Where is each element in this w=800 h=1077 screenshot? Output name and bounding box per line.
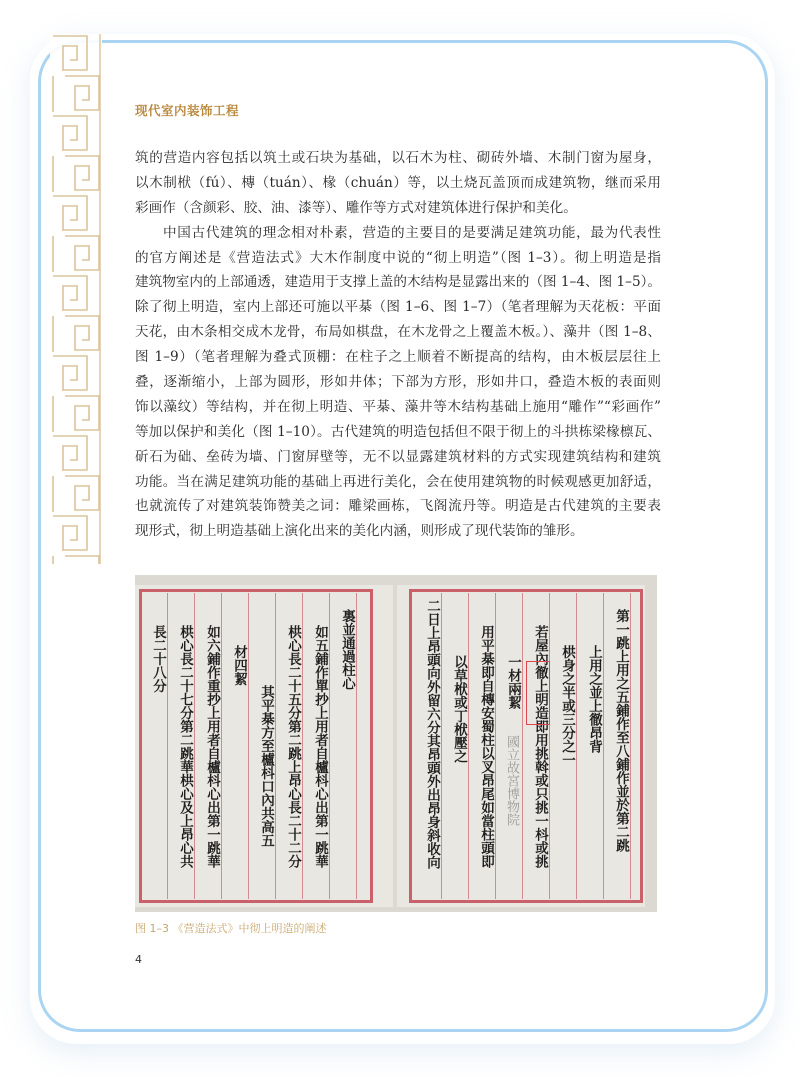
scan-text-column: 以草栿或丁栿壓之 [451,655,467,763]
column-rule [248,593,249,899]
scan-text-column: 裏並通過柱心 [339,609,355,690]
column-rule [495,593,496,899]
text-line: 等加以保护和美化（图 1–10）。古代建筑的明造包括但不限于彻上的斗拱栋梁椽檩瓦、 [135,423,661,440]
scan-text-column: 上用之並上徹昂背 [586,645,602,753]
scan-text-column: 栱心長二十七分第二跳華栱心及上昂心共 [177,625,193,868]
text-line: 中国古代建筑的理念相对朴素，营造的主要目的是要满足建筑功能，最为代表性 [163,224,661,241]
highlight-box [526,661,550,725]
column-rule [576,593,577,899]
page-frame [409,589,643,903]
scan-text-column: 如五鋪作單抄上用者自櫨枓心出第一跳華 [312,625,328,868]
text-line: 也就流传了对建筑装饰赞美之词：雕梁画栋，飞阁流丹等。明造是古代建筑的主要表 [135,498,661,515]
running-head: 现代室内装饰工程 [135,103,240,118]
scan-text-column: 材四絜 [231,645,247,686]
scan-text-column: 二日上昂頭向外留六分其昂頭外出昂身斜收向 [424,599,440,869]
text-line: 功能。当在满足建筑功能的基础上再进行美化，会在使用建筑物的时候观感更加舒适， [135,473,661,490]
column-rule [167,593,168,899]
watermark: 國立故宮博物院 [504,735,519,826]
text-line: 建筑物室内的上部通透，建造用于支撑上盖的木结构是显露出来的（图 1–4、图 1–5）。 [135,274,661,291]
scan-text-column: 長二十八分 [150,625,166,693]
meander-border-decoration [50,34,102,564]
column-rule [549,593,550,899]
scan-right-page [397,585,645,907]
text-line: 除了彻上明造，室内上部还可施以平棊（图 1–6、图 1–7）（笔者理解为天花板：平面 [135,299,661,316]
scan-text-column: 栱身之半或三分之一 [559,645,575,767]
column-rule [522,593,523,899]
scan-text-column: 第一跳上用之五鋪作至八鋪作並於第二跳 [613,609,629,852]
body-text [135,146,661,544]
text-line: 的官方阐述是《营造法式》大木作制度中说的“彻上明造”（图 1–3）。彻上明造是指 [135,249,661,266]
column-rule [275,593,276,899]
scan-text-column: 栱心長二十五分第二跳上昂心長二十二分 [285,625,301,868]
text-line: 现形式，彻上明造基础上演化出来的美化内涵，则形成了现代装饰的雏形。 [135,523,584,540]
column-rule [356,593,357,899]
scan-text-column: 其平棊方至櫨枓口內共高五 [258,685,274,847]
column-rule [302,593,303,899]
scan-left-page [135,585,393,907]
column-rule [441,593,442,899]
column-rule [603,593,604,899]
text-line: 斫石为础、垒砖为墙、门窗屏壁等，无不以显露建筑材料的方式实现建筑结构和建筑 [135,448,661,465]
scan-text-column: 一材兩絜 [505,655,521,709]
figure-yingzao-fashi-scan [135,575,657,912]
text-line: 筑的营造内容包括以筑土或石块为基础，以石木为柱、砌砖外墙、木制门窗为屋身， [135,150,661,166]
column-rule [630,593,631,899]
page-number: 4 [135,953,142,966]
column-rule [468,593,469,899]
text-line: 饰以藻纹）等结构，并在彻上明造、平棊、藻井等木结构基础上施用“雕作”“彩画作” [135,398,661,415]
column-rule [221,593,222,899]
figure-caption: 图 1–3 《营造法式》中彻上明造的阐述 [135,922,327,935]
scan-text-column: 若屋內徹上明造即用挑斡或只挑一枓或挑 [532,625,548,868]
scan-text-column: 如六鋪作重抄上用者自櫨枓心出第一跳華 [204,625,220,868]
text-line: 天花，由木条相交成木龙骨，布局如棋盘，在木龙骨之上覆盖木板。）、藻井（图 1–8、 [135,324,661,341]
page-frame [139,589,373,903]
column-rule [194,593,195,899]
text-line: 以木制栿（fú）、槫（tuán）、椽（chuán）等，以土烧瓦盖顶而成建筑物，继而采用 [135,174,661,191]
scan-text-column: 用平棊即自槫安蜀柱以叉昂尾如當柱頭即 [478,625,494,868]
text-line: 图 1–9）（笔者理解为叠式顶棚：在柱子之上顺着不断提高的结构，由木板层层往上 [135,349,661,366]
text-line: 叠，逐渐缩小，上部为圆形，形如井体；下部为方形，形如井口，叠造木板的表面则 [135,374,661,391]
column-rule [329,593,330,899]
text-line: 彩画作（含颜彩、胶、油、漆等）、雕作等方式对建筑体进行保护和美化。 [135,199,577,216]
